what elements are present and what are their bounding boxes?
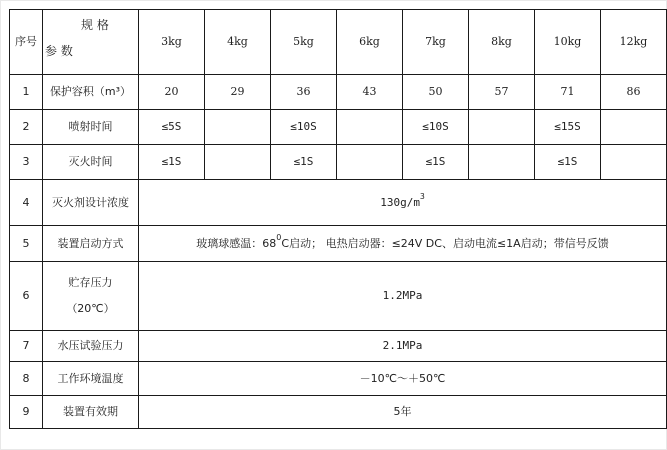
spray-time-value: ≤10S bbox=[271, 110, 337, 145]
table-row bbox=[10, 262, 667, 331]
row-number: 1 bbox=[10, 75, 43, 110]
param-label: 装置启动方式 bbox=[43, 226, 139, 262]
param-label: 水压试验压力 bbox=[43, 331, 139, 362]
extinguish-time-value: ≤1S bbox=[403, 145, 469, 180]
table-row bbox=[10, 180, 667, 226]
concentration-base: 130g/m bbox=[380, 195, 420, 209]
header-size-10kg: 10kg bbox=[535, 10, 601, 75]
param-label: 喷射时间 bbox=[43, 110, 139, 145]
extinguish-time-value: ≤1S bbox=[535, 145, 601, 180]
table-row bbox=[10, 362, 667, 396]
storage-pressure-value: 1.2MPa bbox=[139, 262, 667, 331]
empty-cell bbox=[469, 145, 535, 180]
header-spec-param bbox=[43, 10, 139, 75]
startup-method-text-b: C启动； 电热启动器：≤24V DC、启动电流≤1A启动；带信号反馈 bbox=[281, 236, 609, 250]
startup-method-text-a: 玻璃球感温：68 bbox=[196, 236, 277, 250]
volume-value: 20 bbox=[139, 75, 205, 110]
param-label: 灭火时间 bbox=[43, 145, 139, 180]
validity-period-value: 5年 bbox=[139, 396, 667, 429]
row-number: 3 bbox=[10, 145, 43, 180]
spec-table bbox=[9, 9, 667, 429]
header-size-5kg: 5kg bbox=[271, 10, 337, 75]
empty-cell bbox=[337, 110, 403, 145]
param-label bbox=[43, 262, 139, 331]
header-row bbox=[10, 10, 667, 75]
table-row bbox=[10, 226, 667, 262]
header-size-7kg: 7kg bbox=[403, 10, 469, 75]
startup-method-value bbox=[139, 226, 667, 262]
spray-time-value: ≤15S bbox=[535, 110, 601, 145]
volume-value: 57 bbox=[469, 75, 535, 110]
temperature-range-value: －10℃～＋50℃ bbox=[139, 362, 667, 396]
param-label: 工作环境温度 bbox=[43, 362, 139, 396]
concentration-exponent: 3 bbox=[419, 191, 425, 201]
table-row bbox=[10, 145, 667, 180]
concentration-value bbox=[139, 180, 667, 226]
empty-cell bbox=[337, 145, 403, 180]
param-label: 灭火剂设计浓度 bbox=[43, 180, 139, 226]
volume-value: 50 bbox=[403, 75, 469, 110]
volume-value: 36 bbox=[271, 75, 337, 110]
volume-value: 43 bbox=[337, 75, 403, 110]
header-spec-label: 规 格 bbox=[81, 18, 109, 32]
table-row bbox=[10, 75, 667, 110]
table-row bbox=[10, 110, 667, 145]
extinguish-time-value: ≤1S bbox=[139, 145, 205, 180]
row-number: 6 bbox=[10, 262, 43, 331]
header-row-no: 序号 bbox=[10, 10, 43, 75]
volume-value: 29 bbox=[205, 75, 271, 110]
table-row bbox=[10, 331, 667, 362]
extinguish-time-value: ≤1S bbox=[271, 145, 337, 180]
row-number: 9 bbox=[10, 396, 43, 429]
spray-time-value: ≤10S bbox=[403, 110, 469, 145]
volume-value: 71 bbox=[535, 75, 601, 110]
row-number: 7 bbox=[10, 331, 43, 362]
param-label-line2: （20℃） bbox=[66, 302, 115, 315]
param-label-line1: 贮存压力 bbox=[68, 276, 113, 289]
row-number: 8 bbox=[10, 362, 43, 396]
row-number: 2 bbox=[10, 110, 43, 145]
header-size-12kg: 12kg bbox=[601, 10, 667, 75]
row-number: 4 bbox=[10, 180, 43, 226]
spray-time-value: ≤5S bbox=[139, 110, 205, 145]
empty-cell bbox=[601, 110, 667, 145]
header-param-label: 参 数 bbox=[45, 44, 73, 58]
empty-cell bbox=[205, 110, 271, 145]
empty-cell bbox=[601, 145, 667, 180]
header-size-4kg: 4kg bbox=[205, 10, 271, 75]
header-size-6kg: 6kg bbox=[337, 10, 403, 75]
param-label: 保护容积（m³） bbox=[43, 75, 139, 110]
empty-cell bbox=[205, 145, 271, 180]
table-row bbox=[10, 396, 667, 429]
header-size-8kg: 8kg bbox=[469, 10, 535, 75]
param-label: 装置有效期 bbox=[43, 396, 139, 429]
startup-method-degree: 0 bbox=[276, 232, 282, 242]
hydro-test-pressure-value: 2.1MPa bbox=[139, 331, 667, 362]
volume-value: 86 bbox=[601, 75, 667, 110]
empty-cell bbox=[469, 110, 535, 145]
row-number: 5 bbox=[10, 226, 43, 262]
header-size-3kg: 3kg bbox=[139, 10, 205, 75]
